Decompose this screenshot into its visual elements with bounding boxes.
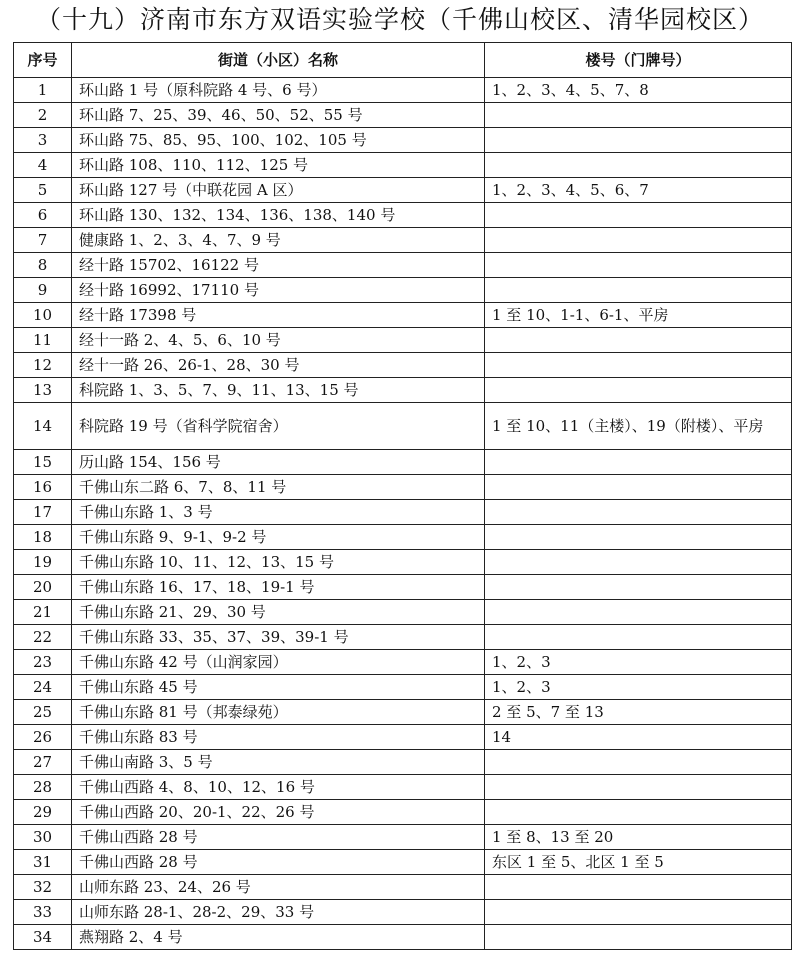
row-number: 16 [14, 475, 72, 500]
table-row [14, 203, 792, 228]
table-row [14, 825, 792, 850]
row-building [485, 500, 792, 525]
row-number: 18 [14, 525, 72, 550]
table-row [14, 153, 792, 178]
row-number: 2 [14, 103, 72, 128]
row-street: 千佛山东路 81 号（邦泰绿苑） [72, 700, 485, 725]
row-building [485, 475, 792, 500]
row-number: 19 [14, 550, 72, 575]
row-number: 27 [14, 750, 72, 775]
page-title: （十九）济南市东方双语实验学校（千佛山校区、清华园校区） [35, 5, 764, 34]
table-row [14, 500, 792, 525]
table-row [14, 378, 792, 403]
row-street: 经十路 15702、16122 号 [72, 253, 485, 278]
row-building [485, 450, 792, 475]
row-number: 11 [14, 328, 72, 353]
row-street: 经十一路 26、26-1、28、30 号 [72, 353, 485, 378]
row-street: 千佛山东路 33、35、37、39、39-1 号 [72, 625, 485, 650]
row-building [485, 278, 792, 303]
row-building [485, 153, 792, 178]
row-building [485, 253, 792, 278]
row-street: 千佛山西路 4、8、10、12、16 号 [72, 775, 485, 800]
row-street: 经十路 16992、17110 号 [72, 278, 485, 303]
row-building: 1、2、3 [485, 650, 792, 675]
row-number: 8 [14, 253, 72, 278]
table-row [14, 128, 792, 153]
table-row [14, 600, 792, 625]
row-number: 28 [14, 775, 72, 800]
table-row [14, 450, 792, 475]
row-building [485, 900, 792, 925]
row-street: 科院路 1、3、5、7、9、11、13、15 号 [72, 378, 485, 403]
row-building [485, 550, 792, 575]
table-row [14, 525, 792, 550]
row-street: 山师东路 28-1、28-2、29、33 号 [72, 900, 485, 925]
row-building [485, 378, 792, 403]
row-street: 千佛山东路 16、17、18、19-1 号 [72, 575, 485, 600]
row-number: 20 [14, 575, 72, 600]
row-number: 5 [14, 178, 72, 203]
row-building: 1 至 10、1-1、6-1、平房 [485, 303, 792, 328]
row-street: 经十路 17398 号 [72, 303, 485, 328]
row-street: 千佛山西路 28 号 [72, 850, 485, 875]
table-row [14, 850, 792, 875]
row-number: 13 [14, 378, 72, 403]
row-number: 33 [14, 900, 72, 925]
table-row [14, 303, 792, 328]
row-street: 环山路 7、25、39、46、50、52、55 号 [72, 103, 485, 128]
table-row [14, 675, 792, 700]
table-row [14, 900, 792, 925]
row-number: 23 [14, 650, 72, 675]
row-number: 4 [14, 153, 72, 178]
row-building [485, 228, 792, 253]
row-street: 环山路 130、132、134、136、138、140 号 [72, 203, 485, 228]
table-row [14, 353, 792, 378]
table-row [14, 775, 792, 800]
row-number: 14 [14, 403, 72, 450]
row-building: 东区 1 至 5、北区 1 至 5 [485, 850, 792, 875]
row-building: 14 [485, 725, 792, 750]
row-number: 29 [14, 800, 72, 825]
row-building [485, 750, 792, 775]
row-street: 千佛山东路 83 号 [72, 725, 485, 750]
row-number: 22 [14, 625, 72, 650]
row-building [485, 128, 792, 153]
row-building [485, 800, 792, 825]
table-row [14, 700, 792, 725]
row-building [485, 775, 792, 800]
row-number: 17 [14, 500, 72, 525]
row-street: 燕翔路 2、4 号 [72, 925, 485, 950]
row-street: 千佛山东二路 6、7、8、11 号 [72, 475, 485, 500]
row-street: 科院路 19 号（省科学院宿舍） [72, 403, 485, 450]
row-building: 1 至 8、13 至 20 [485, 825, 792, 850]
table-row [14, 475, 792, 500]
table-row [14, 178, 792, 203]
row-building [485, 575, 792, 600]
row-street: 健康路 1、2、3、4、7、9 号 [72, 228, 485, 253]
table-row [14, 875, 792, 900]
row-number: 1 [14, 78, 72, 103]
row-building [485, 600, 792, 625]
row-street: 千佛山东路 9、9-1、9-2 号 [72, 525, 485, 550]
row-building [485, 353, 792, 378]
row-number: 10 [14, 303, 72, 328]
row-building: 1 至 10、11（主楼）、19（附楼）、平房 [485, 403, 792, 450]
table-row [14, 575, 792, 600]
row-building: 1、2、3 [485, 675, 792, 700]
table-row [14, 800, 792, 825]
row-building [485, 328, 792, 353]
row-street: 山师东路 23、24、26 号 [72, 875, 485, 900]
row-building [485, 925, 792, 950]
row-number: 9 [14, 278, 72, 303]
row-number: 7 [14, 228, 72, 253]
row-street: 千佛山东路 1、3 号 [72, 500, 485, 525]
row-building [485, 525, 792, 550]
row-street: 千佛山东路 21、29、30 号 [72, 600, 485, 625]
row-street: 环山路 108、110、112、125 号 [72, 153, 485, 178]
row-number: 21 [14, 600, 72, 625]
table-header-row [14, 43, 792, 78]
row-street: 千佛山西路 20、20-1、22、26 号 [72, 800, 485, 825]
table-row [14, 750, 792, 775]
row-building [485, 625, 792, 650]
row-number: 34 [14, 925, 72, 950]
row-number: 24 [14, 675, 72, 700]
table-row [14, 278, 792, 303]
row-number: 6 [14, 203, 72, 228]
row-street: 千佛山东路 10、11、12、13、15 号 [72, 550, 485, 575]
row-building: 2 至 5、7 至 13 [485, 700, 792, 725]
row-number: 31 [14, 850, 72, 875]
district-table [13, 42, 792, 950]
row-street: 历山路 154、156 号 [72, 450, 485, 475]
table-row [14, 228, 792, 253]
row-street: 千佛山南路 3、5 号 [72, 750, 485, 775]
table-row [14, 328, 792, 353]
row-building [485, 103, 792, 128]
row-number: 12 [14, 353, 72, 378]
row-building: 1、2、3、4、5、6、7 [485, 178, 792, 203]
row-street: 千佛山东路 42 号（山润家园） [72, 650, 485, 675]
row-building [485, 875, 792, 900]
row-number: 25 [14, 700, 72, 725]
row-street: 环山路 1 号（原科院路 4 号、6 号） [72, 78, 485, 103]
row-building [485, 203, 792, 228]
header-building: 楼号（门牌号） [485, 43, 792, 78]
row-street: 经十一路 2、4、5、6、10 号 [72, 328, 485, 353]
row-building: 1、2、3、4、5、7、8 [485, 78, 792, 103]
row-number: 32 [14, 875, 72, 900]
row-number: 15 [14, 450, 72, 475]
table-row [14, 403, 792, 450]
table-row [14, 253, 792, 278]
row-number: 30 [14, 825, 72, 850]
table-row [14, 78, 792, 103]
row-number: 3 [14, 128, 72, 153]
row-number: 26 [14, 725, 72, 750]
row-street: 千佛山东路 45 号 [72, 675, 485, 700]
row-street: 环山路 127 号（中联花园 A 区） [72, 178, 485, 203]
header-street: 街道（小区）名称 [72, 43, 485, 78]
table-row [14, 550, 792, 575]
header-number: 序号 [14, 43, 72, 78]
table-row [14, 925, 792, 950]
table-row [14, 103, 792, 128]
row-street: 千佛山西路 28 号 [72, 825, 485, 850]
table-row [14, 725, 792, 750]
table-row [14, 625, 792, 650]
row-street: 环山路 75、85、95、100、102、105 号 [72, 128, 485, 153]
table-row [14, 650, 792, 675]
